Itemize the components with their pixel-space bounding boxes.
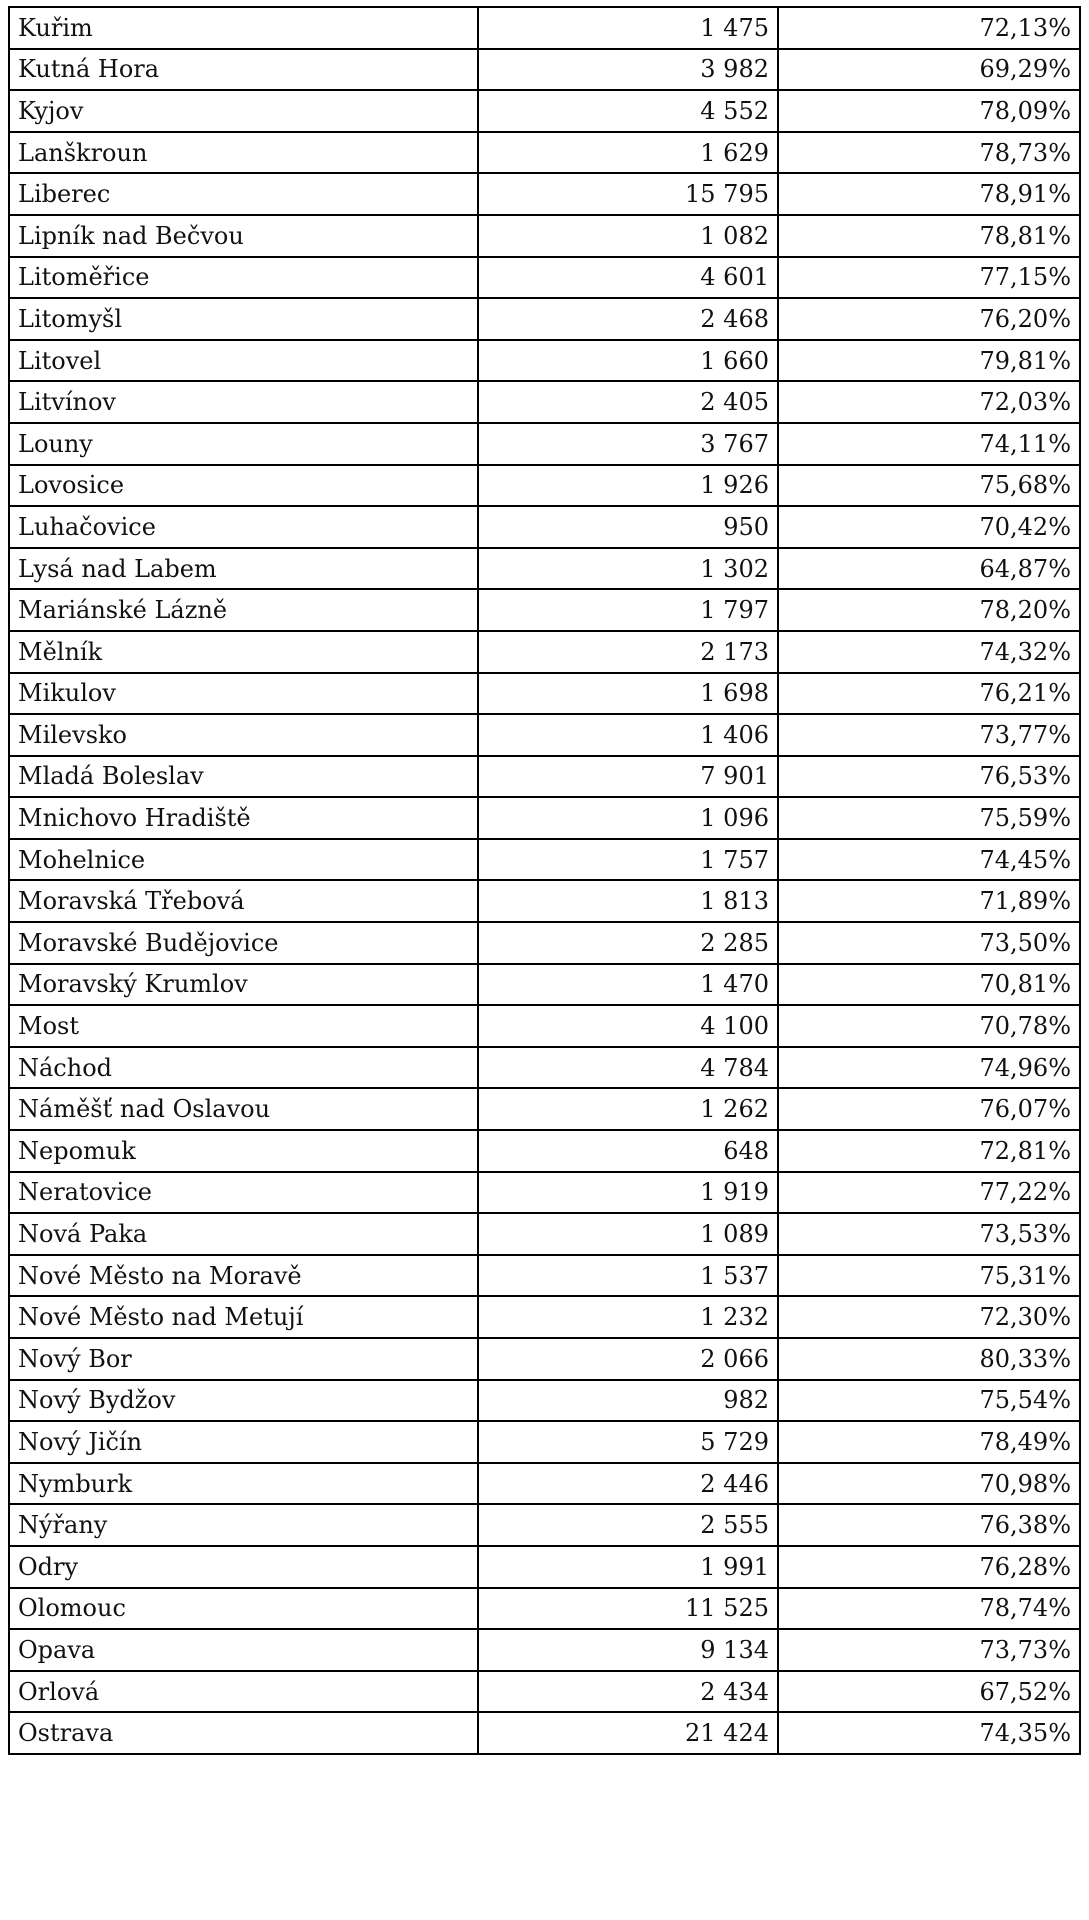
- count-cell: 982: [478, 1380, 778, 1422]
- count-cell: 3 767: [478, 423, 778, 465]
- municipality-name-cell: Lipník nad Bečvou: [9, 215, 478, 257]
- percentage-cell: 78,09%: [778, 90, 1080, 132]
- percentage-cell: 64,87%: [778, 548, 1080, 590]
- table-row: [9, 964, 1080, 1006]
- count-cell: 4 100: [478, 1005, 778, 1047]
- percentage-cell: 76,20%: [778, 298, 1080, 340]
- count-cell: 648: [478, 1130, 778, 1172]
- data-table: [8, 6, 1081, 1755]
- count-cell: 4 784: [478, 1047, 778, 1089]
- municipality-name-cell: Moravský Krumlov: [9, 964, 478, 1006]
- count-cell: 1 698: [478, 673, 778, 715]
- municipality-name-cell: Luhačovice: [9, 506, 478, 548]
- percentage-cell: 70,81%: [778, 964, 1080, 1006]
- municipality-name-cell: Lanškroun: [9, 132, 478, 174]
- count-cell: 21 424: [478, 1712, 778, 1754]
- count-cell: 1 302: [478, 548, 778, 590]
- municipality-name-cell: Nové Město na Moravě: [9, 1255, 478, 1297]
- percentage-cell: 75,68%: [778, 465, 1080, 507]
- table-row: [9, 1296, 1080, 1338]
- count-cell: 9 134: [478, 1629, 778, 1671]
- percentage-cell: 78,74%: [778, 1588, 1080, 1630]
- count-cell: 2 446: [478, 1463, 778, 1505]
- percentage-cell: 73,53%: [778, 1213, 1080, 1255]
- count-cell: 11 525: [478, 1588, 778, 1630]
- percentage-cell: 76,53%: [778, 756, 1080, 798]
- municipality-name-cell: Náměšť nad Oslavou: [9, 1088, 478, 1130]
- municipality-name-cell: Nýřany: [9, 1504, 478, 1546]
- percentage-cell: 70,78%: [778, 1005, 1080, 1047]
- percentage-cell: 67,52%: [778, 1671, 1080, 1713]
- count-cell: 7 901: [478, 756, 778, 798]
- municipality-name-cell: Nymburk: [9, 1463, 478, 1505]
- table-row: [9, 1380, 1080, 1422]
- table-row: [9, 1213, 1080, 1255]
- percentage-cell: 74,45%: [778, 839, 1080, 881]
- table-row: [9, 132, 1080, 174]
- percentage-cell: 75,59%: [778, 797, 1080, 839]
- percentage-cell: 73,73%: [778, 1629, 1080, 1671]
- table-row: [9, 1504, 1080, 1546]
- percentage-cell: 72,03%: [778, 381, 1080, 423]
- municipality-name-cell: Mnichovo Hradiště: [9, 797, 478, 839]
- count-cell: 1 660: [478, 340, 778, 382]
- count-cell: 2 066: [478, 1338, 778, 1380]
- municipality-name-cell: Litovel: [9, 340, 478, 382]
- percentage-cell: 72,30%: [778, 1296, 1080, 1338]
- table-body: [9, 7, 1080, 1754]
- count-cell: 2 405: [478, 381, 778, 423]
- percentage-cell: 78,91%: [778, 173, 1080, 215]
- percentage-cell: 76,28%: [778, 1546, 1080, 1588]
- count-cell: 2 285: [478, 922, 778, 964]
- count-cell: 1 232: [478, 1296, 778, 1338]
- count-cell: 1 757: [478, 839, 778, 881]
- municipality-name-cell: Kuřim: [9, 7, 478, 49]
- percentage-cell: 73,50%: [778, 922, 1080, 964]
- table-row: [9, 673, 1080, 715]
- municipality-name-cell: Litomyšl: [9, 298, 478, 340]
- percentage-cell: 80,33%: [778, 1338, 1080, 1380]
- count-cell: 15 795: [478, 173, 778, 215]
- table-row: [9, 797, 1080, 839]
- table-row: [9, 49, 1080, 91]
- count-cell: 1 470: [478, 964, 778, 1006]
- table-row: [9, 1546, 1080, 1588]
- municipality-name-cell: Mohelnice: [9, 839, 478, 881]
- percentage-cell: 74,35%: [778, 1712, 1080, 1754]
- table-row: [9, 1005, 1080, 1047]
- count-cell: 1 089: [478, 1213, 778, 1255]
- table-row: [9, 340, 1080, 382]
- table-row: [9, 1421, 1080, 1463]
- table-row: [9, 257, 1080, 299]
- count-cell: 1 475: [478, 7, 778, 49]
- municipality-name-cell: Neratovice: [9, 1172, 478, 1214]
- table-row: [9, 922, 1080, 964]
- count-cell: 1 629: [478, 132, 778, 174]
- table-row: [9, 298, 1080, 340]
- table-row: [9, 215, 1080, 257]
- percentage-cell: 74,11%: [778, 423, 1080, 465]
- percentage-cell: 75,31%: [778, 1255, 1080, 1297]
- percentage-cell: 73,77%: [778, 714, 1080, 756]
- municipality-name-cell: Nepomuk: [9, 1130, 478, 1172]
- municipality-name-cell: Litoměřice: [9, 257, 478, 299]
- table-row: [9, 1088, 1080, 1130]
- municipality-name-cell: Olomouc: [9, 1588, 478, 1630]
- table-row: [9, 880, 1080, 922]
- percentage-cell: 76,38%: [778, 1504, 1080, 1546]
- municipality-name-cell: Mladá Boleslav: [9, 756, 478, 798]
- table-row: [9, 548, 1080, 590]
- municipality-name-cell: Lovosice: [9, 465, 478, 507]
- count-cell: 1 406: [478, 714, 778, 756]
- count-cell: 950: [478, 506, 778, 548]
- table-row: [9, 839, 1080, 881]
- municipality-name-cell: Kutná Hora: [9, 49, 478, 91]
- table-row: [9, 714, 1080, 756]
- percentage-cell: 70,42%: [778, 506, 1080, 548]
- count-cell: 2 434: [478, 1671, 778, 1713]
- count-cell: 1 537: [478, 1255, 778, 1297]
- percentage-cell: 71,89%: [778, 880, 1080, 922]
- municipality-name-cell: Kyjov: [9, 90, 478, 132]
- percentage-cell: 75,54%: [778, 1380, 1080, 1422]
- municipality-name-cell: Nový Bydžov: [9, 1380, 478, 1422]
- municipality-name-cell: Louny: [9, 423, 478, 465]
- percentage-cell: 78,81%: [778, 215, 1080, 257]
- municipality-name-cell: Moravské Budějovice: [9, 922, 478, 964]
- percentage-cell: 77,22%: [778, 1172, 1080, 1214]
- table-row: [9, 7, 1080, 49]
- count-cell: 1 082: [478, 215, 778, 257]
- percentage-cell: 74,96%: [778, 1047, 1080, 1089]
- count-cell: 1 262: [478, 1088, 778, 1130]
- municipality-name-cell: Moravská Třebová: [9, 880, 478, 922]
- count-cell: 5 729: [478, 1421, 778, 1463]
- percentage-cell: 78,20%: [778, 589, 1080, 631]
- percentage-cell: 69,29%: [778, 49, 1080, 91]
- municipality-name-cell: Nové Město nad Metují: [9, 1296, 478, 1338]
- municipality-name-cell: Lysá nad Labem: [9, 548, 478, 590]
- table-row: [9, 1463, 1080, 1505]
- table-row: [9, 173, 1080, 215]
- municipality-name-cell: Milevsko: [9, 714, 478, 756]
- count-cell: 1 919: [478, 1172, 778, 1214]
- municipality-name-cell: Mělník: [9, 631, 478, 673]
- table-row: [9, 756, 1080, 798]
- table-row: [9, 1671, 1080, 1713]
- count-cell: 3 982: [478, 49, 778, 91]
- count-cell: 2 468: [478, 298, 778, 340]
- percentage-cell: 78,49%: [778, 1421, 1080, 1463]
- percentage-cell: 79,81%: [778, 340, 1080, 382]
- count-cell: 1 797: [478, 589, 778, 631]
- table-row: [9, 1588, 1080, 1630]
- table-row: [9, 631, 1080, 673]
- municipality-name-cell: Mikulov: [9, 673, 478, 715]
- count-cell: 2 173: [478, 631, 778, 673]
- table-row: [9, 1712, 1080, 1754]
- municipality-name-cell: Opava: [9, 1629, 478, 1671]
- municipality-name-cell: Nová Paka: [9, 1213, 478, 1255]
- municipality-name-cell: Odry: [9, 1546, 478, 1588]
- table-row: [9, 1047, 1080, 1089]
- count-cell: 4 552: [478, 90, 778, 132]
- table-row: [9, 589, 1080, 631]
- percentage-cell: 76,07%: [778, 1088, 1080, 1130]
- municipality-name-cell: Orlová: [9, 1671, 478, 1713]
- count-cell: 1 096: [478, 797, 778, 839]
- count-cell: 1 813: [478, 880, 778, 922]
- table-row: [9, 1629, 1080, 1671]
- table-row: [9, 90, 1080, 132]
- count-cell: 2 555: [478, 1504, 778, 1546]
- table-row: [9, 1338, 1080, 1380]
- percentage-cell: 76,21%: [778, 673, 1080, 715]
- municipality-name-cell: Ostrava: [9, 1712, 478, 1754]
- table-row: [9, 1255, 1080, 1297]
- count-cell: 4 601: [478, 257, 778, 299]
- table-row: [9, 381, 1080, 423]
- percentage-cell: 78,73%: [778, 132, 1080, 174]
- count-cell: 1 926: [478, 465, 778, 507]
- table-row: [9, 423, 1080, 465]
- table-row: [9, 506, 1080, 548]
- municipality-name-cell: Nový Jičín: [9, 1421, 478, 1463]
- percentage-cell: 70,98%: [778, 1463, 1080, 1505]
- percentage-cell: 72,13%: [778, 7, 1080, 49]
- percentage-cell: 74,32%: [778, 631, 1080, 673]
- count-cell: 1 991: [478, 1546, 778, 1588]
- table-row: [9, 465, 1080, 507]
- municipality-name-cell: Most: [9, 1005, 478, 1047]
- table-row: [9, 1130, 1080, 1172]
- municipality-name-cell: Litvínov: [9, 381, 478, 423]
- percentage-cell: 77,15%: [778, 257, 1080, 299]
- municipality-name-cell: Nový Bor: [9, 1338, 478, 1380]
- percentage-cell: 72,81%: [778, 1130, 1080, 1172]
- table-row: [9, 1172, 1080, 1214]
- municipality-name-cell: Liberec: [9, 173, 478, 215]
- municipality-name-cell: Mariánské Lázně: [9, 589, 478, 631]
- municipality-name-cell: Náchod: [9, 1047, 478, 1089]
